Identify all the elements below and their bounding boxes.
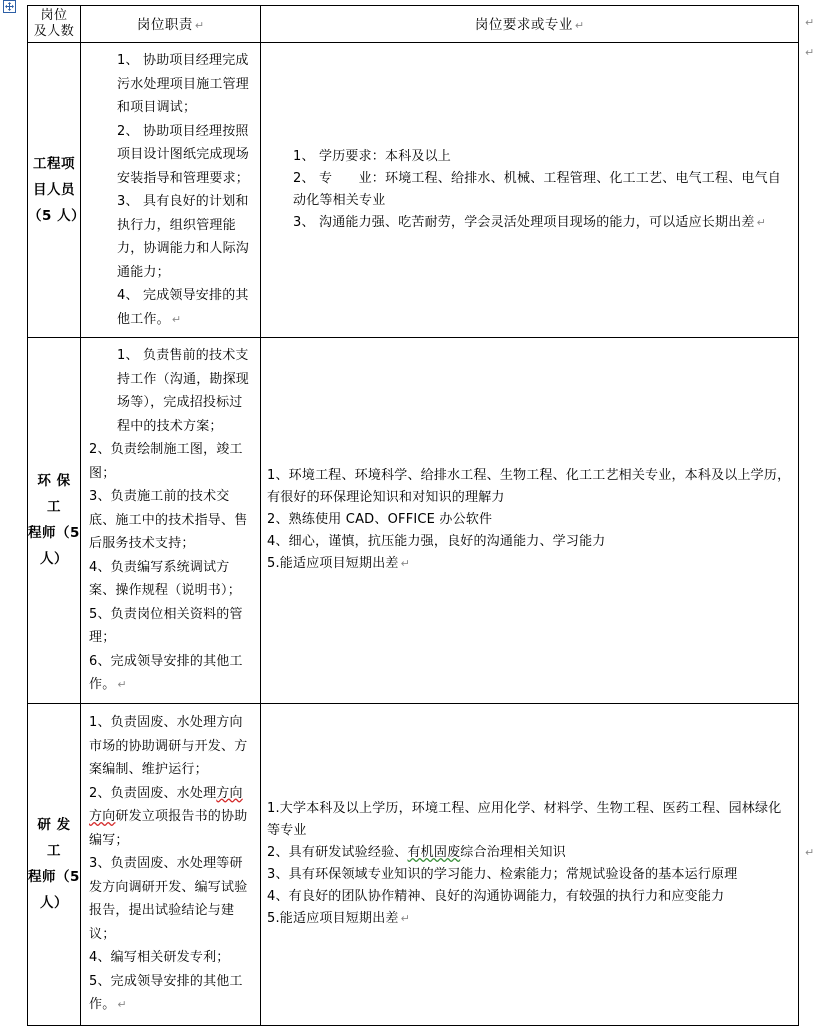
header-post-line1: 岗位 [40, 8, 68, 23]
duty-item: 4、 完成领导安排的其他工作。 ↵ [117, 288, 249, 327]
requirement-item: 1.大学本科及以上学历，环境工程、应用化学、材料学、生物工程、医药工程、园林绿化等专业 [267, 801, 782, 838]
post-headcount: 人） [40, 551, 68, 568]
requirement-item: 2、 专 业：环境工程、给排水、机械、工程管理、化工工艺、电气工程、电气自动化等相关专业 [293, 171, 782, 208]
pilcrow-mark: ↵ [805, 846, 815, 859]
header-post-line2: 及人数 [33, 24, 75, 39]
header-duties-label: 岗位职责 [136, 17, 193, 33]
table-row [28, 43, 799, 338]
post-cell [28, 338, 81, 704]
post-cell [28, 703, 81, 1025]
requirement-item: 1、 学历要求：本科及以上 [293, 149, 452, 164]
duties-cell [81, 43, 261, 338]
table-move-handle-icon[interactable] [3, 0, 16, 13]
post-name-line: 工程项 [33, 156, 75, 172]
duty-item: 1、 协助项目经理完成污水处理项目施工管理和项目调试； [117, 53, 250, 115]
post-name-line: 环 保 工 [37, 473, 71, 516]
duty-item: 5、完成领导安排的其他工作。 ↵ [89, 973, 243, 1013]
post-headcount: （5 人） [28, 208, 86, 224]
duty-item: 4、编写相关研发专利； [89, 950, 230, 966]
pilcrow-mark: ↵ [756, 216, 767, 229]
post-name-line: 程师（5 [28, 869, 80, 885]
post-name-line: 研 发 工 [37, 817, 71, 859]
post-name-line: 程师（5 [28, 525, 80, 542]
duty-item: 3、负责施工前的技术交底、施工中的技术指导、售后服务技术支持； [89, 489, 248, 551]
post-cell [28, 43, 86, 338]
requirement-item: 3、具有环保领域专业知识的学习能力、检索能力；常规试验设备的基本运行原理 [267, 867, 738, 882]
table-row [28, 703, 799, 1025]
header-cell-requirements [261, 6, 799, 43]
requirement-item: 2、熟练使用 CAD、OFFICE 办公软件 [267, 512, 493, 528]
requirements-cell [261, 338, 799, 704]
pilcrow-mark: ↵ [117, 998, 127, 1012]
duty-item: 4、负责编写系统调试方案、操作规程（说明书）； [89, 559, 241, 598]
duty-item: 3、 具有良好的计划和执行力，组织管理能力，协调能力和人际沟通能力； [117, 194, 250, 280]
pilcrow-mark: ↵ [574, 19, 585, 32]
requirements-cell [261, 703, 799, 1025]
requirement-item: 1、环境工程、环境科学、给排水工程、生物工程、化工工艺相关专业，本科及以上学历，有很好的环保理论知识和对知识的理解力 [267, 468, 791, 506]
table-header-row [28, 6, 799, 43]
header-requirements-label: 岗位要求或专业 [474, 17, 573, 33]
requirement-item: 4、有良好的团队协作精神、良好的沟通协调能力，有较强的执行力和应变能力 [267, 889, 725, 904]
requirement-item: 4、细心，谨慎，抗压能力强，良好的沟通能力、学习能力 [267, 534, 606, 550]
requirement-item: 5.能适应项目短期出差 ↵ [267, 911, 411, 926]
duty-item: 2、 协助项目经理按照项目设计图纸完成现场安装指导和管理要求； [117, 123, 250, 186]
pilcrow-mark: ↵ [805, 46, 815, 59]
header-cell-duties [81, 6, 261, 43]
pilcrow-mark: ↵ [171, 312, 182, 326]
post-name-line: 目人员 [33, 182, 75, 198]
table-row [28, 338, 799, 704]
duty-item: 1、负责固废、水处理方向市场的协助调研与开发、方案编制、维护运行； [89, 715, 248, 778]
duties-cell [81, 703, 261, 1025]
duty-item: 6、完成领导安排的其他工作。 ↵ [89, 653, 243, 692]
duties-cell [81, 338, 261, 704]
duty-item: 5、负责岗位相关资料的管理； [89, 606, 243, 645]
pilcrow-mark: ↵ [805, 16, 815, 29]
duty-item: 3、负责固废、水处理等研发方向调研开发、编写试验报告，提出试验结论与建议； [89, 856, 248, 942]
duty-item: 1、 负责售前的技术支持工作（沟通，勘探现场等），完成招投标过程中的技术方案； [117, 348, 250, 434]
post-headcount: 人） [40, 895, 68, 911]
requirement-item: 5.能适应项目短期出差 ↵ [267, 556, 411, 572]
duty-item: 2、负责绘制施工图，竣工图； [89, 442, 243, 481]
requirement-item: 3、 沟通能力强、吃苦耐劳，学会灵活处理项目现场的能力，可以适应长期出差 ↵ [293, 215, 767, 230]
pilcrow-mark: ↵ [400, 557, 411, 571]
requirements-cell [261, 43, 799, 338]
requirement-item-flagged: 2、具有研发试验经验、有机固废综合治理相关知识 [267, 845, 566, 860]
pilcrow-mark: ↵ [194, 19, 205, 32]
duty-item-misspelled: 2、负责固废、水处理方向方向研发立项报告书的协助编写； [89, 785, 248, 848]
header-cell-post [28, 6, 81, 43]
pilcrow-mark: ↵ [400, 912, 411, 925]
pilcrow-mark: ↵ [117, 678, 127, 691]
job-requirements-table [27, 5, 799, 1026]
